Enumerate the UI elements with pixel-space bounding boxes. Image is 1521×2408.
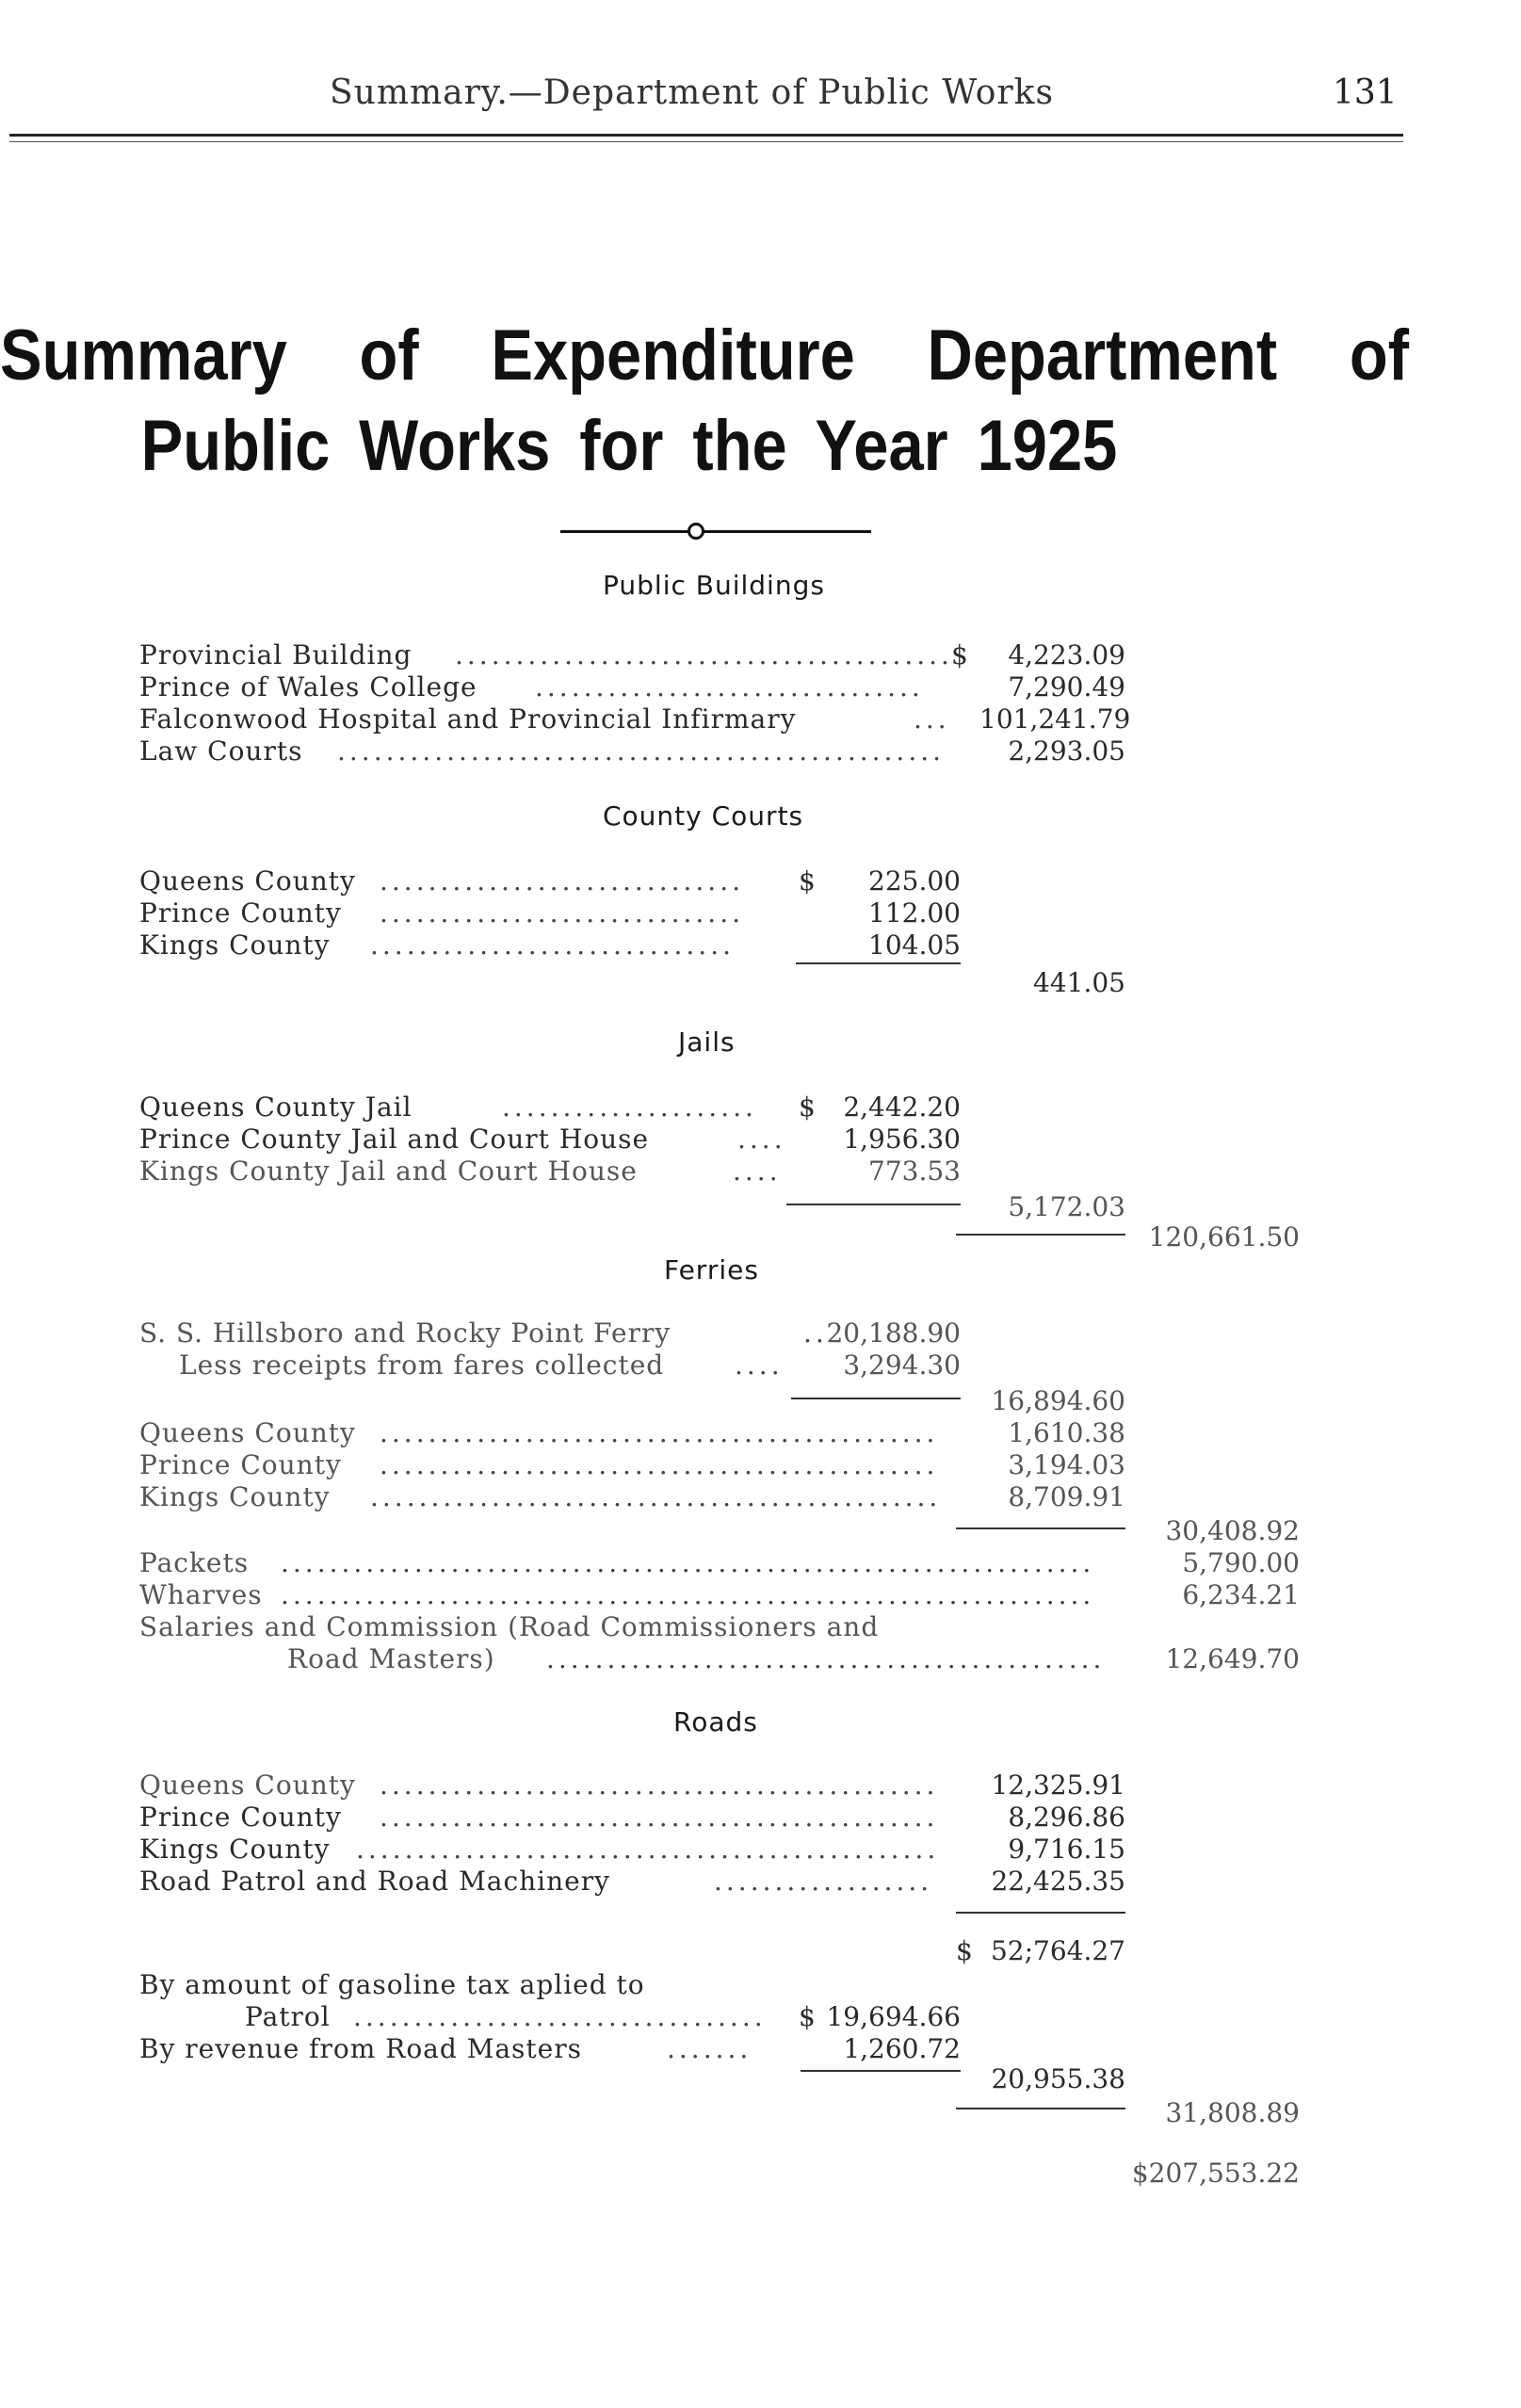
list-item: Kings County ................................................ bbox=[139, 1834, 940, 1865]
list-item: Prince County .............................................. bbox=[139, 1802, 939, 1833]
list-item: Kings County ............................................... bbox=[139, 1481, 942, 1512]
amount: 7,290.49 bbox=[1008, 671, 1125, 703]
section-heading-jails: Jails bbox=[678, 1026, 736, 1058]
section-heading-ferries: Ferries bbox=[664, 1254, 759, 1285]
dollar-sign: $ bbox=[799, 2001, 816, 2032]
amount: 22,425.35 bbox=[991, 1866, 1125, 1897]
amount: 3,294.30 bbox=[843, 1349, 961, 1381]
header-rule bbox=[9, 134, 1403, 137]
amount: 1,610.38 bbox=[1008, 1417, 1125, 1448]
list-item: Packets ................................................................... bbox=[139, 1547, 1095, 1578]
list-item: Queens County .............................................. bbox=[139, 1770, 939, 1801]
list-item: Law Courts .................................................. bbox=[139, 735, 946, 767]
list-item: Queens County .............................. bbox=[139, 865, 745, 897]
amount: 3,194.03 bbox=[1008, 1449, 1125, 1480]
page-number: 131 bbox=[1333, 73, 1398, 112]
list-item: Less receipts from fares collected .... bbox=[179, 1349, 784, 1381]
list-item: Kings County Jail and Court House .... bbox=[139, 1156, 782, 1187]
running-head bbox=[0, 73, 1521, 111]
section-heading-public-buildings: Public Buildings bbox=[603, 570, 825, 601]
amount: 2,293.05 bbox=[1008, 735, 1125, 767]
list-item: Queens County Jail ..................... bbox=[139, 1091, 757, 1123]
ornament-divider bbox=[560, 525, 871, 535]
grand-total: $207,553.22 bbox=[1131, 2158, 1300, 2189]
amount: 225.00 bbox=[868, 865, 961, 897]
dollar-sign: $ bbox=[956, 1935, 973, 1966]
section-heading-county-courts: County Courts bbox=[603, 800, 804, 832]
section-heading-roads: Roads bbox=[673, 1706, 758, 1737]
list-item: Kings County .............................. bbox=[139, 929, 736, 961]
dollar-sign: $ bbox=[799, 1091, 816, 1123]
subtotal-amount: 5,172.03 bbox=[1008, 1191, 1125, 1222]
subtotal-rule bbox=[801, 2070, 961, 2072]
list-item: Provincial Building ......................................... bbox=[139, 639, 953, 671]
list-item: By amount of gasoline tax aplied to bbox=[139, 1969, 645, 2000]
amount: 104.05 bbox=[868, 929, 961, 961]
list-item: S. S. Hillsboro and Rocky Point Ferry .. bbox=[139, 1317, 828, 1349]
list-item: Road Patrol and Road Machinery .................. bbox=[139, 1866, 933, 1897]
net-amount: 16,894.60 bbox=[991, 1385, 1125, 1416]
running-title: Summary.—Department of Public Works bbox=[330, 73, 1054, 112]
amount: 12,325.91 bbox=[991, 1770, 1125, 1801]
subtotal-amount: 30,408.92 bbox=[1165, 1515, 1300, 1546]
subtotal-rule bbox=[956, 1234, 1125, 1236]
list-item: Prince County .............................. bbox=[139, 897, 745, 929]
list-item: Road Masters) .............................................. bbox=[287, 1643, 1106, 1674]
amount: 101,241.79 bbox=[979, 703, 1131, 735]
amount: 1,260.72 bbox=[843, 2033, 961, 2064]
subtotal-rule bbox=[956, 1527, 1125, 1529]
amount: 773.53 bbox=[868, 1156, 961, 1187]
subtotal-rule bbox=[956, 1912, 1125, 1914]
list-item: Patrol .................................. bbox=[245, 2001, 767, 2032]
subtotal-rule bbox=[791, 1398, 961, 1399]
amount: 5,790.00 bbox=[1182, 1547, 1300, 1578]
subtotal-rule bbox=[796, 962, 961, 964]
list-item: Prince of Wales College ................................ bbox=[139, 671, 924, 703]
grand-subtotal-amount: 120,661.50 bbox=[1148, 1221, 1300, 1252]
amount: 12,649.70 bbox=[1165, 1643, 1300, 1674]
list-item: Prince County .............................................. bbox=[139, 1449, 939, 1480]
subtotal-amount: 441.05 bbox=[1033, 967, 1125, 998]
page-title bbox=[0, 311, 1409, 492]
list-item: Salaries and Commission (Road Commissioners and bbox=[139, 1611, 880, 1642]
amount: 6,234.21 bbox=[1182, 1579, 1300, 1610]
subtotal-rule bbox=[786, 1204, 961, 1205]
list-item: Falconwood Hospital and Provincial Infirmary ... bbox=[139, 703, 950, 735]
amount: 8,709.91 bbox=[1008, 1481, 1125, 1512]
page-title-line-2: Public Works for the Year 1925 bbox=[140, 406, 1118, 486]
amount: 8,296.86 bbox=[1008, 1802, 1125, 1833]
list-item: Prince County Jail and Court House .... bbox=[139, 1123, 786, 1155]
dollar-sign: $ bbox=[799, 865, 816, 897]
list-item: Queens County .............................................. bbox=[139, 1417, 939, 1448]
list-item: By revenue from Road Masters ....... bbox=[139, 2033, 752, 2064]
subtotal-amount: 52;764.27 bbox=[990, 1935, 1125, 1966]
amount: 2,442.20 bbox=[843, 1091, 961, 1123]
amount: 19,694.66 bbox=[826, 2001, 961, 2032]
deductions-amount: 20,955.38 bbox=[991, 2063, 1125, 2094]
amount: 112.00 bbox=[868, 897, 961, 929]
amount: 20,188.90 bbox=[826, 1317, 961, 1349]
amount: 4,223.09 bbox=[1008, 639, 1125, 671]
subtotal-rule bbox=[956, 2108, 1125, 2109]
page-title-line-1: Summary of Expenditure Department of bbox=[0, 315, 1409, 396]
amount: 1,956.30 bbox=[843, 1123, 961, 1155]
header-rule-thin bbox=[9, 141, 1403, 142]
amount: 9,716.15 bbox=[1008, 1834, 1125, 1865]
net-amount: 31,808.89 bbox=[1165, 2097, 1300, 2128]
dollar-sign: $ bbox=[951, 639, 968, 671]
list-item: Wharves ................................................................... bbox=[139, 1579, 1095, 1610]
